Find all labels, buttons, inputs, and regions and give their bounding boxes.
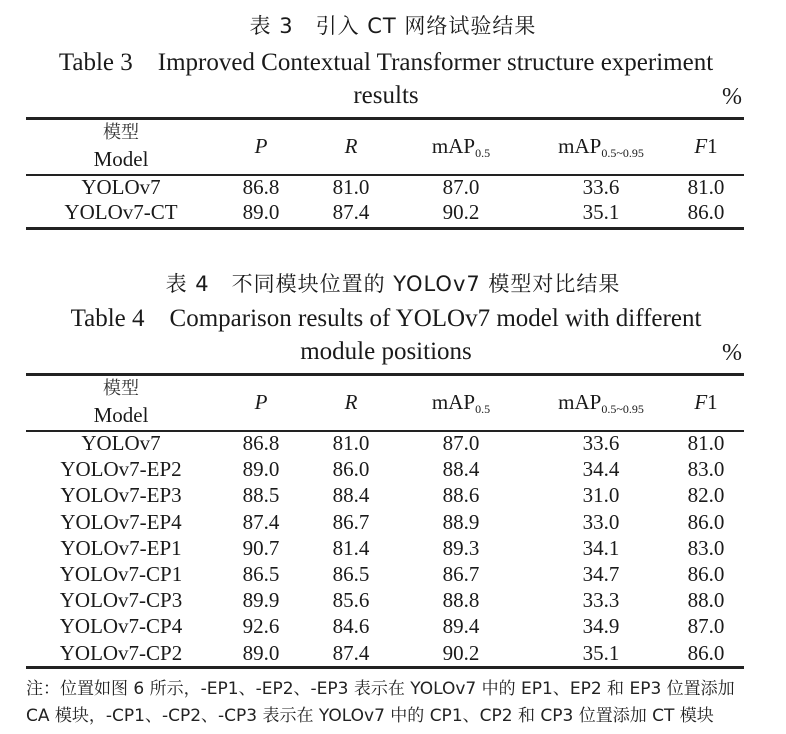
table-row: YOLOv7-CP3 89.9 85.6 88.8 33.3 88.0 [59, 588, 725, 613]
header-p: P [254, 134, 268, 158]
table-row: YOLOv7-EP4 87.4 86.7 88.9 33.0 86.0 [60, 509, 725, 534]
table-row: YOLOv7-CP1 86.5 86.5 86.7 34.7 86.0 [59, 562, 725, 586]
table-row: YOLOv7-CT 89.0 87.4 90.2 35.1 86.0 [64, 200, 725, 224]
header-map5095: mAP$_{0.5\sim 0.95}$ [558, 134, 644, 160]
table3-bottom-rule [26, 227, 744, 230]
table-row: YOLOv7-EP3 88.5 88.4 88.6 31.0 82.0 [60, 483, 725, 508]
table3-header [26, 120, 744, 174]
header-p: P [254, 390, 268, 414]
table4-note: 注：位置如图 6 所示，-EP1、-EP2、-EP3 表示在 YOLOv7 中的 EP1、EP2 和 EP3 位置添加 CA 模块，-CP1、-CP2、-CP3 表示在 YOLOv7 中的 CP1、CP2 和 CP3 位置添加 CT 模块 [26, 679, 735, 726]
table4-caption-cn: 表 4 不同模块位置的 YOLOv7 模型对比结果 [165, 272, 621, 296]
header-r: R [344, 390, 358, 414]
table-row: YOLOv7-CP4 92.6 84.6 89.4 34.9 87.0 [59, 614, 725, 639]
table3-caption-cn: 表 3 引入 CT 网络试验结果 [249, 14, 537, 38]
table4-header [26, 376, 744, 430]
table-row: YOLOv7 86.8 81.0 87.0 33.6 81.0 [81, 431, 725, 455]
header-f1: F1 [694, 390, 718, 414]
header-r: R [344, 134, 358, 158]
table-row: YOLOv7-EP1 90.7 81.4 89.3 34.1 83.0 [60, 535, 725, 560]
header-map50: mAP$_{0.5}$ [431, 134, 491, 160]
table-row: YOLOv7-EP2 89.0 86.0 88.4 34.4 83.0 [60, 457, 725, 482]
table-row: YOLOv7 86.8 81.0 87.0 33.6 81.0 [81, 175, 725, 199]
table4-bottom-rule [26, 666, 744, 669]
table4-unit: % [722, 340, 742, 366]
header-f1: F1 [694, 134, 718, 158]
header-model: 模型 Model [93, 122, 149, 171]
table-row: YOLOv7-CP2 89.0 87.4 90.2 35.1 86.0 [59, 640, 725, 665]
header-model: 模型 Model [93, 378, 149, 427]
table3-caption-en: Table 3 Improved Contextual Transformer structure experiment results [58, 49, 714, 109]
header-map50: mAP$_{0.5}$ [431, 390, 491, 416]
table3-unit: % [722, 84, 742, 110]
table4-caption-en: Table 4 Comparison results of YOLOv7 model with different module positions [70, 305, 702, 365]
header-map5095: mAP$_{0.5\sim 0.95}$ [558, 390, 644, 416]
